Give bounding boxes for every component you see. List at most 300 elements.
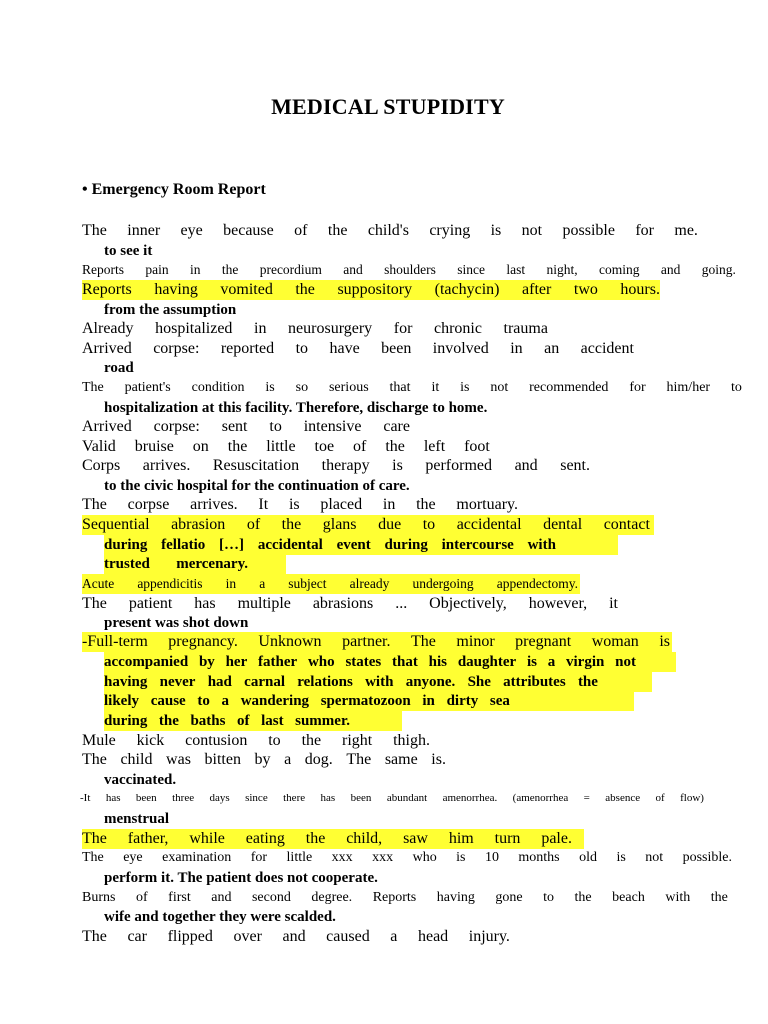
report-word: is [265, 380, 275, 395]
report-word: of [294, 222, 308, 239]
report-line [82, 927, 510, 947]
report-word: corpse [127, 496, 170, 513]
report-word: mercenary. [176, 555, 248, 572]
report-word: who [412, 850, 437, 865]
report-line-text: road [104, 359, 134, 376]
report-word: an [544, 340, 560, 357]
report-word: cause [150, 692, 186, 709]
report-word: me. [674, 222, 698, 239]
report-word: him/her [666, 380, 711, 395]
report-word: second [251, 890, 291, 905]
report-line [82, 632, 672, 652]
report-word: is. [431, 751, 446, 768]
report-word: a [221, 692, 230, 709]
report-line [104, 398, 487, 418]
report-word: has [105, 792, 121, 804]
report-word: Reports [82, 281, 132, 298]
report-word: the [577, 673, 598, 690]
report-word: summer. [295, 712, 350, 729]
report-word: not [615, 653, 636, 670]
report-line [82, 319, 548, 339]
report-line [104, 711, 402, 731]
report-word: a [547, 653, 556, 670]
report-line [82, 515, 654, 535]
report-word: (amenorrhea [512, 792, 569, 804]
report-word: pain [145, 262, 169, 277]
report-word: eating [245, 830, 285, 847]
report-word: been [381, 340, 412, 357]
report-word: sent. [560, 457, 590, 474]
report-line [82, 339, 634, 359]
report-word: never [159, 673, 196, 690]
report-word: The [82, 496, 107, 513]
report-word: The [82, 928, 107, 945]
report-word: months [518, 850, 560, 865]
report-word: -It [80, 792, 91, 804]
report-word: Reports [82, 262, 124, 277]
report-word: caused [326, 928, 370, 945]
report-word: hours. [620, 281, 660, 298]
report-word: the [301, 732, 322, 749]
report-line [82, 848, 732, 868]
report-line [82, 888, 728, 908]
report-line [82, 456, 590, 476]
report-word: anyone. [405, 673, 456, 690]
report-word: accidental [456, 516, 522, 533]
report-word: saw [403, 830, 428, 847]
report-word: his [428, 653, 448, 670]
report-line [82, 260, 736, 280]
report-word: The [82, 380, 104, 395]
report-word: the [416, 496, 436, 513]
report-word: The [82, 850, 104, 865]
report-line [80, 788, 704, 808]
report-word: dental [543, 516, 583, 533]
report-word: beach [612, 890, 645, 905]
report-word: been [135, 792, 157, 804]
report-word: placed [320, 496, 363, 513]
report-word: who [307, 653, 335, 670]
report-word: bruise [134, 438, 174, 455]
report-word: over [233, 928, 262, 945]
report-word: kick [136, 732, 165, 749]
report-word: it [431, 380, 440, 395]
report-word: care [383, 418, 410, 435]
report-word: Corps [82, 457, 121, 474]
report-word: is [490, 222, 502, 239]
report-line-text: menstrual [104, 810, 169, 827]
report-word: has [194, 595, 216, 612]
report-word: night, [546, 262, 578, 277]
report-word: possible. [682, 850, 732, 865]
report-word: […] [219, 536, 245, 553]
report-word: little [286, 850, 313, 865]
report-line-text: wife and together they were scalded. [104, 908, 336, 925]
report-word: during [104, 712, 148, 729]
report-line [82, 829, 584, 849]
report-word: is [392, 457, 403, 474]
report-word: baths [190, 712, 226, 729]
report-word: however, [528, 595, 588, 612]
report-word: child's [367, 222, 409, 239]
report-word: already [349, 576, 390, 591]
report-word: and [343, 262, 363, 277]
report-word: Acute [82, 576, 115, 591]
report-word: her [225, 653, 248, 670]
report-word: flipped [167, 928, 213, 945]
report-line [104, 613, 248, 633]
report-word: appendectomy. [496, 576, 578, 591]
report-word: a [259, 576, 266, 591]
report-word: involved [432, 340, 489, 357]
report-word: while [189, 830, 225, 847]
report-line [82, 495, 518, 515]
report-word: to [543, 890, 555, 905]
report-word: likely [104, 692, 140, 709]
report-line [82, 221, 698, 241]
report-word: virgin [566, 653, 605, 670]
report-word: is [616, 850, 626, 865]
report-line-text: vaccinated. [104, 771, 177, 788]
report-word: reported [220, 340, 275, 357]
report-word: The [82, 830, 107, 847]
report-word: on [192, 438, 209, 455]
report-line [104, 554, 286, 574]
report-word: it [609, 595, 618, 612]
report-word: spermatozoon [320, 692, 411, 709]
report-word: thigh. [393, 732, 430, 749]
report-word: with [527, 536, 556, 553]
report-word: is [460, 380, 470, 395]
report-word: corpse: [153, 340, 200, 357]
report-word: to [269, 418, 282, 435]
report-word: minor [456, 633, 495, 650]
document-title: MEDICAL STUPIDITY [271, 94, 505, 119]
report-word: with [365, 673, 394, 690]
report-word: three [172, 792, 195, 804]
report-word: in [225, 576, 237, 591]
report-line [104, 691, 634, 711]
report-word: trauma [503, 320, 548, 337]
report-word: suppository [337, 281, 413, 298]
report-word: for [250, 850, 268, 865]
report-word: coming [598, 262, 640, 277]
report-word: contusion [185, 732, 248, 749]
report-word: in [382, 496, 396, 513]
report-word: to [197, 692, 210, 709]
report-word: turn [494, 830, 521, 847]
report-word: multiple [237, 595, 291, 612]
report-word: child [120, 751, 153, 768]
report-word: Already [82, 320, 134, 337]
report-word: woman [591, 633, 639, 650]
report-word: for [635, 222, 654, 239]
report-word: Resuscitation [212, 457, 300, 474]
report-line [104, 672, 652, 692]
report-line [82, 417, 410, 437]
report-line [104, 300, 236, 320]
report-word: is [526, 653, 537, 670]
report-word: the [221, 262, 239, 277]
report-word: child, [346, 830, 383, 847]
report-word: in [189, 262, 201, 277]
report-word: last [506, 262, 526, 277]
report-word: relations [297, 673, 353, 690]
report-word: little [266, 438, 296, 455]
report-word: fellatio [161, 536, 206, 553]
report-word: of [246, 516, 261, 533]
report-word: patient [128, 595, 173, 612]
report-word: since [245, 792, 268, 804]
report-word: Reports [372, 890, 417, 905]
report-line [104, 535, 618, 555]
report-word: vomited [220, 281, 273, 298]
report-word: The [82, 751, 107, 768]
report-word: She [467, 673, 491, 690]
report-line-text: hospitalization at this facility. Therefore, discharge to home. [104, 399, 488, 416]
report-word: flow) [680, 792, 704, 804]
report-word: and [282, 928, 306, 945]
report-word: arrives. [190, 496, 238, 513]
report-word: abundant [386, 792, 428, 804]
report-word: left [423, 438, 446, 455]
report-word: arrives. [142, 457, 191, 474]
report-word: head [417, 928, 449, 945]
report-word: pregnancy. [168, 633, 238, 650]
report-line [82, 437, 490, 457]
report-word: glans [322, 516, 357, 533]
report-word: with [665, 890, 691, 905]
report-word: first [168, 890, 191, 905]
report-line [104, 652, 676, 672]
report-word: not [645, 850, 664, 865]
report-word: trusted [104, 555, 150, 572]
report-line [82, 594, 618, 614]
report-word: to [730, 380, 742, 395]
report-word: having [154, 281, 198, 298]
report-word: Burns [82, 890, 116, 905]
report-word: corpse: [153, 418, 200, 435]
report-word: ... [395, 595, 408, 612]
report-word: wandering [240, 692, 310, 709]
report-word: is [659, 633, 670, 650]
report-word: having [104, 673, 148, 690]
report-word: sea [489, 692, 510, 709]
report-word: dirty [446, 692, 479, 709]
report-word: eye [123, 850, 143, 865]
report-word: days [209, 792, 230, 804]
report-word: The [411, 633, 436, 650]
report-word: dog. [304, 751, 333, 768]
report-word: accompanied [104, 653, 189, 670]
report-word: undergoing [412, 576, 474, 591]
report-word: therapy [321, 457, 370, 474]
report-word: having [436, 890, 475, 905]
report-word: had [207, 673, 232, 690]
report-line-text: present was shot down [104, 614, 249, 631]
report-word: during [384, 536, 428, 553]
report-line-text: perform it. The patient does not cooperate. [104, 869, 378, 886]
report-line [104, 907, 336, 927]
section-heading: • Emergency Room Report [82, 181, 266, 198]
report-word: Arrived [82, 340, 132, 357]
report-word: the [385, 438, 405, 455]
report-line [82, 280, 660, 300]
report-word: examination [162, 850, 232, 865]
report-word: condition [191, 380, 245, 395]
report-word: old [579, 850, 597, 865]
report-word: same [384, 751, 418, 768]
report-word: event [336, 536, 371, 553]
report-word: bitten [204, 751, 241, 768]
report-word: patient's [124, 380, 171, 395]
report-word: Valid [82, 438, 116, 455]
report-word: performed [425, 457, 493, 474]
report-word: states [345, 653, 382, 670]
report-word: of [655, 792, 665, 804]
report-line-text: to the civic hospital for the continuation of care. [104, 477, 410, 494]
report-word: carnal [244, 673, 285, 690]
report-word: not [521, 222, 543, 239]
report-word: gone [495, 890, 523, 905]
report-word: after [522, 281, 552, 298]
report-word: so [295, 380, 309, 395]
report-word: possible [562, 222, 615, 239]
report-line [82, 574, 580, 594]
report-line [104, 868, 378, 888]
report-line [82, 731, 430, 751]
report-word: (tachycin) [434, 281, 500, 298]
report-word: and [514, 457, 538, 474]
report-word: to [295, 340, 309, 357]
report-word: intensive [303, 418, 362, 435]
report-word: -Full-term [82, 633, 148, 650]
report-word: the [295, 281, 315, 298]
report-word: him [448, 830, 474, 847]
report-word: car [127, 928, 147, 945]
report-word: going. [701, 262, 736, 277]
report-word: by [254, 751, 271, 768]
report-word: the [710, 890, 728, 905]
report-word: and [660, 262, 681, 277]
report-word: hospitalized [155, 320, 233, 337]
report-word: is [288, 496, 300, 513]
report-word: foot [464, 438, 490, 455]
report-word: for [629, 380, 646, 395]
report-word: daughter [457, 653, 517, 670]
report-word: the [281, 516, 302, 533]
report-word: by [198, 653, 215, 670]
report-word: Mule [82, 732, 116, 749]
report-word: last [261, 712, 284, 729]
report-line [104, 770, 176, 790]
report-word: chronic [433, 320, 482, 337]
report-word: that [389, 380, 411, 395]
report-line [104, 476, 410, 496]
report-word: Unknown [258, 633, 322, 650]
report-line-text: from the assumption [104, 301, 237, 318]
report-word: for [393, 320, 413, 337]
report-word: sent [221, 418, 248, 435]
report-word: crying [429, 222, 471, 239]
report-word: in [422, 692, 435, 709]
report-word: was [166, 751, 191, 768]
report-word: precordium [259, 262, 322, 277]
report-word: inner [127, 222, 161, 239]
report-word: recommended [529, 380, 609, 395]
report-word: Sequential [82, 516, 150, 533]
report-word: pale. [541, 830, 572, 847]
report-word: a [284, 751, 292, 768]
report-word: two [573, 281, 598, 298]
report-word: xxx [372, 850, 394, 865]
report-word: abrasions [312, 595, 374, 612]
report-word: Arrived [82, 418, 132, 435]
report-word: Objectively, [429, 595, 507, 612]
report-word: have [329, 340, 360, 357]
report-word: to [268, 732, 281, 749]
report-word: abrasion [171, 516, 226, 533]
report-word: since [457, 262, 486, 277]
report-word: amenorrhea. [442, 792, 498, 804]
report-word: It [258, 496, 269, 513]
report-line [104, 358, 134, 378]
report-word: the [227, 438, 248, 455]
report-word: to [422, 516, 436, 533]
report-word: The [82, 595, 107, 612]
report-word: accident [580, 340, 634, 357]
report-word: that [392, 653, 418, 670]
report-word: of [237, 712, 250, 729]
report-word: father, [127, 830, 169, 847]
report-word: because [223, 222, 274, 239]
report-word: shoulders [384, 262, 436, 277]
report-word: serious [328, 380, 369, 395]
report-word: of [135, 890, 148, 905]
report-word: intercourse [441, 536, 514, 553]
report-word: and [211, 890, 232, 905]
report-line [104, 809, 169, 829]
report-word: attributes [503, 673, 566, 690]
report-word: injury. [468, 928, 510, 945]
report-word: mortuary. [456, 496, 518, 513]
report-word: absence [605, 792, 641, 804]
report-word: there [283, 792, 306, 804]
report-word: degree. [311, 890, 353, 905]
report-word: xxx [331, 850, 353, 865]
report-word: eye [180, 222, 203, 239]
report-word: the [158, 712, 179, 729]
report-word: neurosurgery [288, 320, 373, 337]
report-word: right [342, 732, 373, 749]
report-word: appendicitis [137, 576, 203, 591]
report-word: the [574, 890, 592, 905]
report-word: subject [288, 576, 327, 591]
report-word: father [258, 653, 298, 670]
report-word: during [104, 536, 148, 553]
report-word: been [350, 792, 372, 804]
report-word: = [583, 792, 590, 804]
report-word: is [456, 850, 466, 865]
report-line-text: to see it [104, 242, 153, 259]
report-word: contact [603, 516, 650, 533]
report-word: a [390, 928, 398, 945]
report-word: of [353, 438, 367, 455]
report-word: due [378, 516, 402, 533]
report-word: not [490, 380, 509, 395]
report-line [82, 750, 446, 770]
report-word: partner. [342, 633, 391, 650]
